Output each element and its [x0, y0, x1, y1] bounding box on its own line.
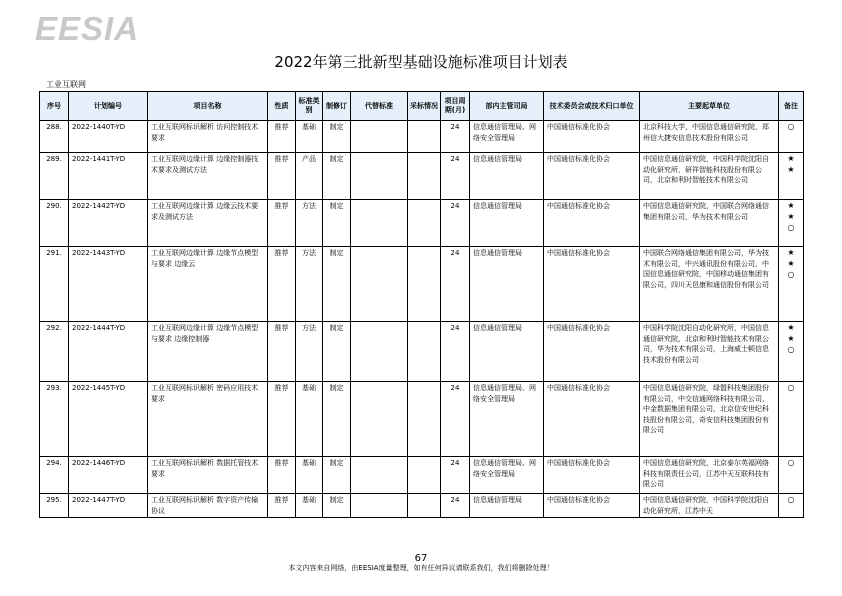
remark-cell	[779, 200, 804, 247]
drafting-units-cell: 中国信息通信研究院，中国科学院沈阳自动化研究所，江苏中天	[640, 494, 779, 518]
star-mark: ★	[787, 258, 795, 268]
standard-type-cell: 基础	[296, 457, 323, 494]
technical-committee-cell: 中国通信标准化协会	[544, 457, 640, 494]
period-cell: 24	[441, 382, 470, 457]
circle-mark: ○	[787, 495, 795, 504]
replaced-standard-cell	[351, 121, 408, 153]
period-cell: 24	[441, 200, 470, 247]
adoption-cell	[408, 247, 441, 322]
plan-no-cell: 2022-1446T-YD	[69, 457, 148, 494]
seq-cell: 293.	[40, 382, 69, 457]
header-adoption: 采标情况	[408, 92, 441, 121]
project-name-cell: 工业互联网标识解析 密码应用技术要求	[148, 382, 268, 457]
seq-cell: 291.	[40, 247, 69, 322]
header-standard-type: 标准类别	[296, 92, 323, 121]
table-row	[40, 153, 804, 200]
star-mark: ★	[787, 154, 795, 163]
star-mark: ★	[787, 333, 795, 343]
project-name-cell: 工业互联网标识解析 数字资产传输协议	[148, 494, 268, 518]
nature-cell: 推荐	[268, 153, 296, 200]
drafting-units-cell: 中国信息通信研究院，北京泰尔英福网络科技有限责任公司，江苏中天互联科技有限公司	[640, 457, 779, 494]
seq-cell: 294.	[40, 457, 69, 494]
replaced-standard-cell	[351, 457, 408, 494]
replaced-standard-cell	[351, 494, 408, 518]
table-row	[40, 121, 804, 153]
technical-committee-cell: 中国通信标准化协会	[544, 121, 640, 153]
circle-mark: ○	[787, 269, 795, 279]
seq-cell: 289.	[40, 153, 69, 200]
drafting-units-cell: 中国信息通信研究院，中国联合网络通信集团有限公司，华为技术有限公司	[640, 200, 779, 247]
nature-cell: 推荐	[268, 382, 296, 457]
circle-mark: ○	[787, 383, 795, 392]
period-cell: 24	[441, 457, 470, 494]
adoption-cell	[408, 457, 441, 494]
revise-cell: 制定	[323, 200, 351, 247]
department-cell: 信息通信管理局	[470, 494, 544, 518]
revise-cell: 制定	[323, 457, 351, 494]
project-name-cell: 工业互联网边缘计算 边缘节点模型与要求 边缘控制器	[148, 322, 268, 382]
plan-no-cell: 2022-1445T-YD	[69, 382, 148, 457]
remark-cell	[779, 247, 804, 322]
star-mark: ★	[787, 248, 795, 257]
drafting-units-cell: 中国信息通信研究院，中国科学院沈阳自动化研究所，研祥智能科技股份有限公司，北京和利时智能技术有限公司	[640, 153, 779, 200]
plan-no-cell: 2022-1443T-YD	[69, 247, 148, 322]
nature-cell: 推荐	[268, 121, 296, 153]
period-cell: 24	[441, 494, 470, 518]
drafting-units-cell: 中国信息通信研究院，绿盟科技集团股份有限公司，中交信通网络科技有限公司，中金数据集团有限公司，北京信安世纪科技股份有限公司，奇安信科技集团股份有限公司	[640, 382, 779, 457]
remark-cell	[779, 322, 804, 382]
revise-cell: 制定	[323, 153, 351, 200]
standard-type-cell: 基础	[296, 494, 323, 518]
nature-cell: 推荐	[268, 247, 296, 322]
adoption-cell	[408, 121, 441, 153]
plan-no-cell: 2022-1444T-YD	[69, 322, 148, 382]
header-department: 部内主管司局	[470, 92, 544, 121]
adoption-cell	[408, 200, 441, 247]
replaced-standard-cell	[351, 153, 408, 200]
table-row	[40, 322, 804, 382]
eesia-logo: EESIA	[35, 10, 140, 47]
adoption-cell	[408, 153, 441, 200]
header-replaced-standard: 代替标准	[351, 92, 408, 121]
drafting-units-cell: 中国联合网络通信集团有限公司，华为技术有限公司，中兴通讯股份有限公司，中国信息通信研究院，中国移动通信集团有限公司，四川天邑康和通信股份有限公司	[640, 247, 779, 322]
project-name-cell: 工业互联网边缘计算 边缘节点模型与要求 边缘云	[148, 247, 268, 322]
department-cell: 信息通信管理局、网络安全管理局	[470, 382, 544, 457]
footer-disclaimer: 本文内容来自网络，由EESIA度量整理，如有任何异议请联系我们，我们将删除处理！	[288, 564, 554, 572]
category-label: 工业互联网	[46, 80, 86, 89]
department-cell: 信息通信管理局	[470, 322, 544, 382]
nature-cell: 推荐	[268, 494, 296, 518]
period-cell: 24	[441, 153, 470, 200]
table-row	[40, 382, 804, 457]
table-row	[40, 494, 804, 518]
period-cell: 24	[441, 121, 470, 153]
table-header-row	[40, 92, 804, 121]
replaced-standard-cell	[351, 382, 408, 457]
header-project-name: 项目名称	[148, 92, 268, 121]
technical-committee-cell: 中国通信标准化协会	[544, 322, 640, 382]
circle-mark: ○	[787, 122, 795, 131]
seq-cell: 288.	[40, 121, 69, 153]
standard-type-cell: 产品	[296, 153, 323, 200]
adoption-cell	[408, 322, 441, 382]
plan-no-cell: 2022-1440T-YD	[69, 121, 148, 153]
table-row	[40, 200, 804, 247]
replaced-standard-cell	[351, 322, 408, 382]
remark-cell	[779, 457, 804, 494]
technical-committee-cell: 中国通信标准化协会	[544, 494, 640, 518]
plan-no-cell: 2022-1447T-YD	[69, 494, 148, 518]
project-name-cell: 工业互联网标识解析 访问控制技术要求	[148, 121, 268, 153]
period-cell: 24	[441, 322, 470, 382]
standard-type-cell: 基础	[296, 382, 323, 457]
department-cell: 信息通信管理局	[470, 247, 544, 322]
technical-committee-cell: 中国通信标准化协会	[544, 247, 640, 322]
table-body	[40, 121, 804, 518]
circle-mark: ○	[787, 458, 795, 467]
remark-cell	[779, 494, 804, 518]
table-row	[40, 247, 804, 322]
header-technical-committee: 技术委员会或技术归口单位	[544, 92, 640, 121]
replaced-standard-cell	[351, 200, 408, 247]
project-name-cell: 工业互联网标识解析 数据托管技术要求	[148, 457, 268, 494]
revise-cell: 制定	[323, 247, 351, 322]
standard-type-cell: 方法	[296, 247, 323, 322]
header-period: 项目周期(月)	[441, 92, 470, 121]
period-cell: 24	[441, 247, 470, 322]
technical-committee-cell: 中国通信标准化协会	[544, 382, 640, 457]
seq-cell: 295.	[40, 494, 69, 518]
seq-cell: 292.	[40, 322, 69, 382]
header-remark: 备注	[779, 92, 804, 121]
project-name-cell: 工业互联网边缘计算 边缘云技术要求及测试方法	[148, 200, 268, 247]
header-revise: 制修订	[323, 92, 351, 121]
star-mark: ★	[787, 201, 795, 210]
department-cell: 信息通信管理局	[470, 200, 544, 247]
nature-cell: 推荐	[268, 200, 296, 247]
standard-type-cell: 基础	[296, 121, 323, 153]
remark-cell	[779, 382, 804, 457]
revise-cell: 制定	[323, 121, 351, 153]
standards-plan-table	[39, 91, 804, 518]
project-name-cell: 工业互联网边缘计算 边缘控制器技术要求及测试方法	[148, 153, 268, 200]
header-drafting-units: 主要起草单位	[640, 92, 779, 121]
nature-cell: 推荐	[268, 457, 296, 494]
nature-cell: 推荐	[268, 322, 296, 382]
plan-no-cell: 2022-1441T-YD	[69, 153, 148, 200]
header-plan-no: 计划编号	[69, 92, 148, 121]
page-title: 2022年第三批新型基础设施标准项目计划表	[274, 53, 568, 71]
replaced-standard-cell	[351, 247, 408, 322]
adoption-cell	[408, 494, 441, 518]
remark-cell	[779, 121, 804, 153]
revise-cell: 制定	[323, 382, 351, 457]
department-cell: 信息通信管理局、网络安全管理局	[470, 457, 544, 494]
seq-cell: 290.	[40, 200, 69, 247]
adoption-cell	[408, 382, 441, 457]
plan-no-cell: 2022-1442T-YD	[69, 200, 148, 247]
revise-cell: 制定	[323, 322, 351, 382]
technical-committee-cell: 中国通信标准化协会	[544, 200, 640, 247]
star-mark: ★	[787, 164, 795, 174]
page-number: 67	[414, 553, 428, 564]
technical-committee-cell: 中国通信标准化协会	[544, 153, 640, 200]
department-cell: 信息通信管理局、网络安全管理局	[470, 121, 544, 153]
revise-cell: 制定	[323, 494, 351, 518]
department-cell: 信息通信管理局	[470, 153, 544, 200]
star-mark: ★	[787, 211, 795, 221]
drafting-units-cell: 中国科学院沈阳自动化研究所，中国信息通信研究院，北京和利时智能技术有限公司，华为技术有限公司，上海威士顿信息技术股份有限公司	[640, 322, 779, 382]
star-mark: ★	[787, 323, 795, 332]
circle-mark: ○	[787, 344, 795, 354]
circle-mark: ○	[787, 222, 795, 232]
standard-type-cell: 方法	[296, 322, 323, 382]
header-nature: 性质	[268, 92, 296, 121]
standard-type-cell: 方法	[296, 200, 323, 247]
header-seq: 序号	[40, 92, 69, 121]
table-row	[40, 457, 804, 494]
remark-cell	[779, 153, 804, 200]
drafting-units-cell: 北京科技大学，中国信息通信研究院，郑州信大捷安信息技术股份有限公司	[640, 121, 779, 153]
